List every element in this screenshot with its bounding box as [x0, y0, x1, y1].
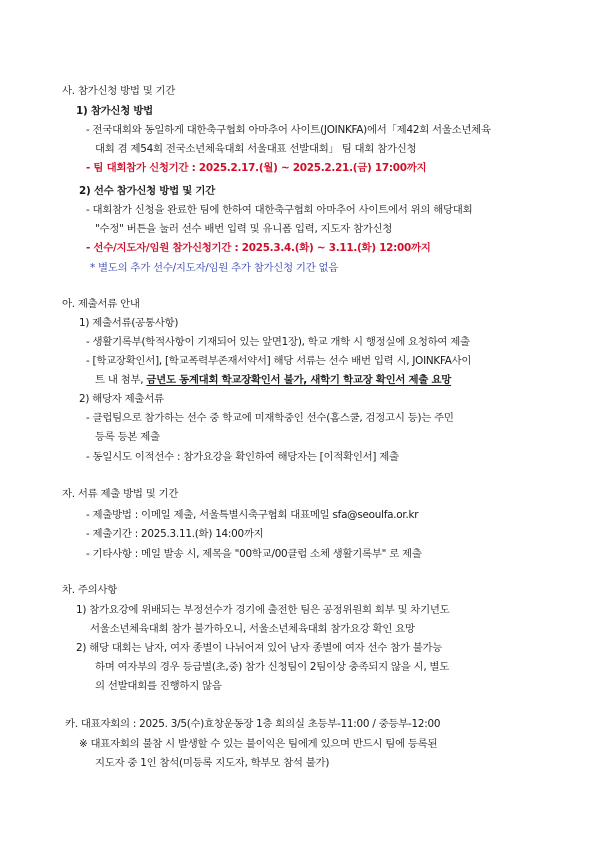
a-sub1-title: 1) 제출서류(공통사항) [79, 317, 179, 329]
cha-item1-line2: 서울소년체육대회 참가 불가하오니, 서울소년체육대회 참가요강 확인 요망 [90, 623, 415, 635]
section-a-heading: 아. 제출서류 안내 [62, 298, 140, 310]
a-sub1-line3-emphasis: 금년도 동계대회 학교장확인서 불가, 새학기 학교장 확인서 제출 요망 [146, 374, 452, 386]
a-sub1-line3-plain: 트 내 첨부, [95, 374, 147, 386]
ka-note-line2: 지도자 중 1인 참석(미등록 지도자, 학부모 참석 불가) [95, 757, 330, 769]
ja-etc: - 기타사항 : 메일 발송 시, 제목을 "00학교/00클럽 소체 생활기록부" 로 제출 [86, 548, 422, 560]
cha-item1-line1: 1) 참가요강에 위배되는 부정선수가 경기에 출전한 팀은 공정위원회 회부 및 차기년도 [76, 604, 450, 616]
section-sa-heading: 사. 참가신청 방법 및 기간 [62, 85, 176, 97]
sa-sub1-line2: 대회 겸 제54회 전국소년체육대회 서울대표 선발대회」 팀 대회 참가신청 [95, 143, 417, 155]
ka-meeting-line: 카. 대표자회의 : 2025. 3/5(수)효창운동장 1층 회의실 초등부-11:00 / 중등부-12:00 [65, 718, 441, 730]
a-sub2-line3: - 동일시도 이적선수 : 참가요강을 확인하여 해당자는 [이적확인서] 제출 [86, 451, 399, 463]
a-sub2-title: 2) 해당자 제출서류 [79, 393, 164, 405]
section-cha-heading: 차. 주의사항 [62, 584, 118, 596]
sa-sub2-note: * 별도의 추가 선수/지도자/임원 추가 참가신청 기간 없음 [90, 262, 339, 274]
cha-item2-line1: 2) 해당 대회는 남자, 여자 종별이 나뉘어져 있어 남자 종별에 여자 선수 참가 불가능 [76, 642, 443, 654]
a-sub2-line2: 등록 등본 제출 [95, 431, 160, 443]
a-sub1-line2: - [학교장확인서], [학교폭력부존재서약서] 해당 서류는 선수 배번 입력 시, JOINKFA사이 [86, 355, 472, 367]
sa-sub1-title: 1) 참가신청 방법 [76, 105, 153, 117]
ka-note-line1: ※ 대표자회의 불참 시 발생할 수 있는 불이익은 팀에게 있으며 반드시 팀에 등록된 [79, 738, 438, 750]
a-sub2-line1: - 클럽팀으로 참가하는 선수 중 학교에 미재학중인 선수(홈스쿨, 검정고시 등)는 주민 [86, 412, 454, 424]
sa-team-entry-period: - 팀 대회참가 신청기간 : 2025.2.17.(월) ~ 2025.2.21.(금) 17:00까지 [86, 162, 427, 174]
sa-sub2-title: 2) 선수 참가신청 방법 및 기간 [79, 185, 215, 197]
cha-item2-line3: 의 선발대회를 진행하지 않음 [95, 680, 222, 692]
ja-period: - 제출기간 : 2025.3.11.(화) 14:00까지 [86, 528, 264, 540]
ja-method: - 제출방법 : 이메일 제출, 서울특별시축구협회 대표메일 sfa@seoulfa.or.kr [86, 509, 419, 521]
sa-sub2-line1: - 대회참가 신청을 완료한 팀에 한하여 대한축구협회 아마추어 사이트에서 위의 해당대회 [86, 204, 473, 216]
sa-sub1-line1: - 전국대회와 동일하게 대한축구협회 아마추어 사이트(JOINKFA)에서「제42회 서울소년체육 [86, 124, 491, 136]
section-ja-heading: 자. 서류 제출 방법 및 기간 [62, 488, 179, 500]
sa-sub2-line2: "수정" 버튼을 눌러 선수 배번 입력 및 유니폼 입력, 지도자 참가신청 [95, 223, 393, 235]
cha-item2-line2: 하며 여자부의 경우 등급별(초,중) 참가 신청팀이 2팀이상 충족되지 않을 시, 별도 [95, 661, 450, 673]
a-sub1-line3 [95, 373, 451, 387]
a-sub1-line1: - 생활기록부(학적사항이 기재되어 있는 앞면1장), 학교 개학 시 행정실에 요청하여 제출 [86, 336, 470, 348]
sa-player-entry-period: - 선수/지도자/임원 참가신청기간 : 2025.3.4.(화) ~ 3.11.(화) 12:00까지 [86, 242, 431, 254]
